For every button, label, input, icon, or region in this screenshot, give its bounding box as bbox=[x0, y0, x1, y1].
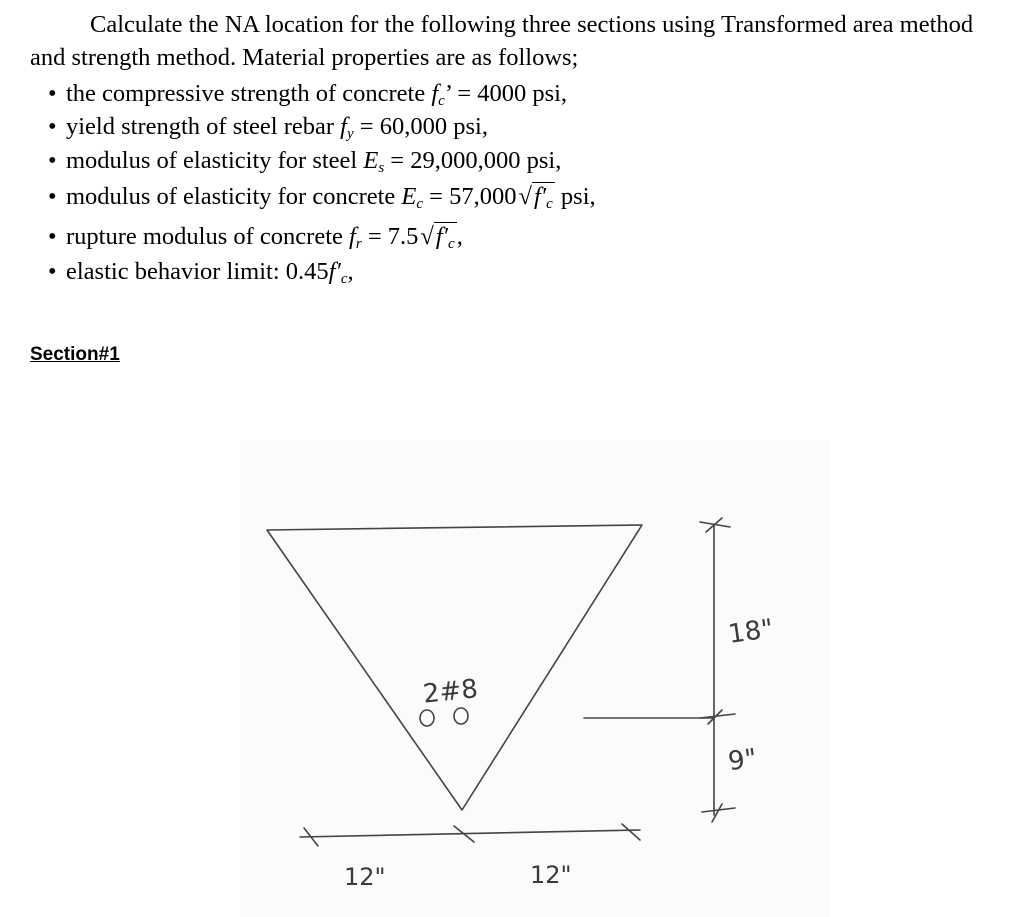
width-left-label: 12" bbox=[344, 863, 386, 891]
section-title: Section#1 bbox=[30, 344, 120, 365]
property-fy: • yield strength of steel rebar $f_y = 60,000$ psi, bbox=[48, 113, 488, 142]
property-es: • modulus of elasticity for steel $E_s = 29,000,000$ psi, bbox=[48, 147, 562, 176]
intro-line-2: and strength method. Material properties are as follows; bbox=[30, 44, 579, 71]
dimension-tick bbox=[700, 518, 730, 532]
rebar-circle bbox=[420, 710, 434, 726]
dimension-tick bbox=[700, 710, 735, 724]
sqrt-symbol: $√f'_c$ bbox=[518, 183, 553, 212]
rebar-label: 2#8 bbox=[421, 674, 480, 710]
section-sketch bbox=[240, 440, 830, 917]
triangular-section-outline bbox=[267, 525, 642, 810]
problem-statement bbox=[30, 8, 1005, 74]
dimension-tick bbox=[622, 824, 640, 840]
width-dimension-line bbox=[300, 830, 640, 837]
dimension-tick bbox=[702, 804, 735, 822]
property-ec: • modulus of elasticity for concrete $E_c = 57,000√f'_c$ psi, bbox=[48, 183, 596, 212]
property-fr: • rupture modulus of concrete $f_r = 7.5√f'_c$, bbox=[48, 223, 463, 252]
rebar-circle bbox=[454, 708, 468, 724]
property-fc: • the compressive strength of concrete $f_c$’ = 4000 psi, bbox=[48, 80, 568, 109]
property-elastic-limit: • elastic behavior limit: $0.45f'_c$, bbox=[48, 258, 354, 287]
height-upper-label: 18" bbox=[726, 613, 776, 650]
intro-line-1: Calculate the NA location for the following three sections using Transformed area method bbox=[90, 11, 974, 38]
width-right-label: 12" bbox=[530, 861, 572, 889]
sqrt-symbol: $√f'_c$ bbox=[420, 223, 455, 252]
height-lower-label: 9" bbox=[726, 743, 759, 778]
